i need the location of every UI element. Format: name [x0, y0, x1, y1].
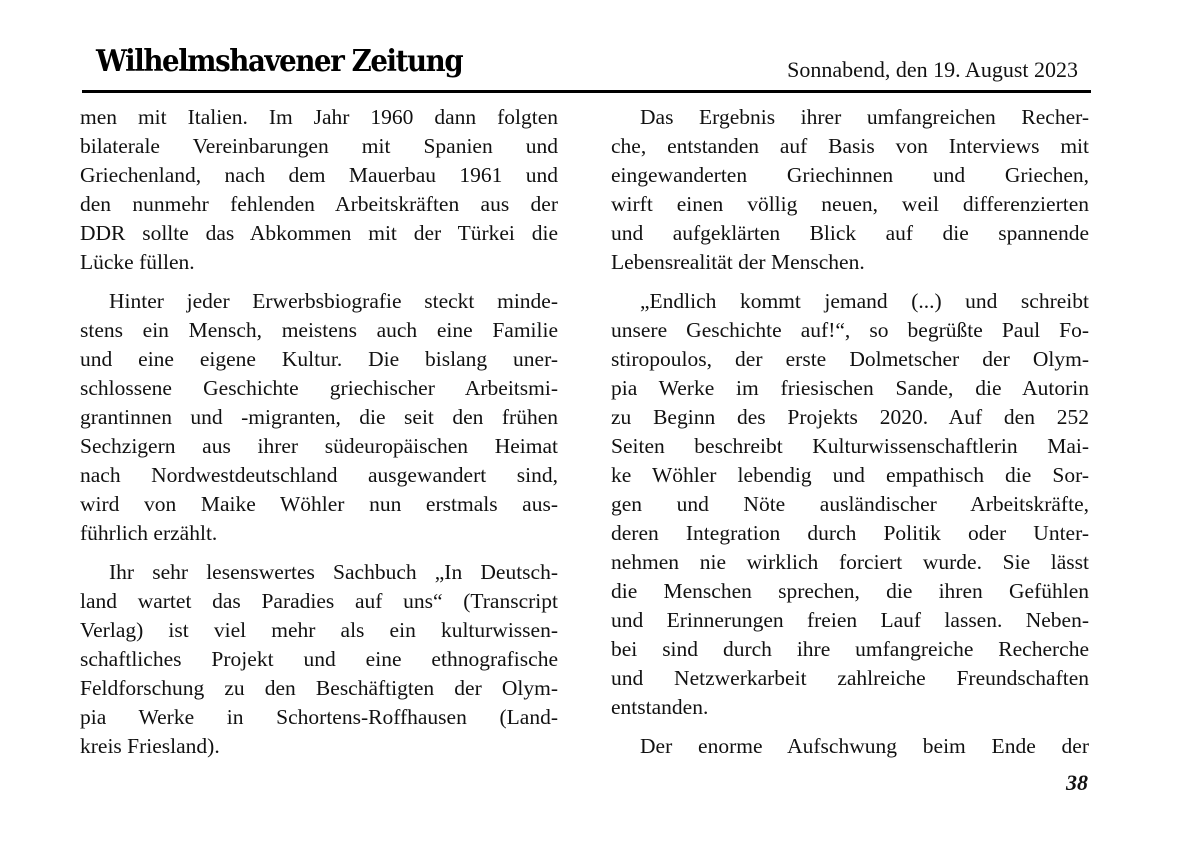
text-line: und Erinnerungen freien Lauf lassen. Neben-	[611, 608, 1089, 632]
page-number: 38	[1066, 770, 1088, 795]
text-line: unsere Geschichte auf!“, so begrüßte Paul Fo-	[611, 318, 1089, 342]
text-line: pia Werke im friesischen Sande, die Autorin	[611, 376, 1089, 400]
text-line: Lücke füllen.	[80, 250, 195, 274]
text-line: „Endlich kommt jemand (...) und schreibt	[640, 289, 1089, 313]
article-paragraph	[611, 103, 1089, 277]
text-line: stens ein Mensch, meistens auch eine Familie	[80, 318, 558, 342]
text-line: Hinter jeder Erwerbsbiografie steckt minde-	[109, 289, 558, 313]
issue-date: Sonnabend, den 19. August 2023	[787, 57, 1078, 82]
text-line: Feldforschung zu den Beschäftigten der Olym-	[80, 676, 558, 700]
text-line: nach Nordwestdeutschland ausgewandert sind,	[80, 463, 558, 487]
header-rule	[82, 90, 1091, 93]
text-line: schlossene Geschichte griechischer Arbeitsmi-	[80, 376, 558, 400]
text-line: gen und Nöte ausländischer Arbeitskräfte,	[611, 492, 1089, 516]
text-line: wird von Maike Wöhler nun erstmals aus-	[80, 492, 558, 516]
text-line: wirft einen völlig neuen, weil differenzierten	[611, 192, 1089, 216]
text-line: che, entstanden auf Basis von Interviews mit	[611, 134, 1089, 158]
text-line: eingewanderten Griechinnen und Griechen,	[611, 163, 1089, 187]
text-line: Lebensrealität der Menschen.	[611, 250, 865, 274]
text-line: Sechzigern aus ihrer südeuropäischen Heimat	[80, 434, 558, 458]
text-line: pia Werke in Schortens-Roffhausen (Land-	[80, 705, 558, 729]
article-paragraph	[80, 103, 558, 277]
text-line: zu Beginn des Projekts 2020. Auf den 252	[611, 405, 1089, 429]
text-line: land wartet das Paradies auf uns“ (Transcript	[80, 589, 558, 613]
text-line: stiropoulos, der erste Dolmetscher der Olym-	[611, 347, 1089, 371]
text-line: DDR sollte das Abkommen mit der Türkei die	[80, 221, 558, 245]
text-line: men mit Italien. Im Jahr 1960 dann folgten	[80, 105, 558, 129]
article-paragraph	[611, 732, 1089, 761]
article-paragraph	[611, 287, 1089, 722]
article-paragraph	[80, 558, 558, 761]
text-line: und eine eigene Kultur. Die bislang uner-	[80, 347, 558, 371]
text-line: kreis Friesland).	[80, 734, 220, 758]
text-line: grantinnen und -migranten, die seit den frühen	[80, 405, 558, 429]
text-line: schaftliches Projekt und eine ethnografische	[80, 647, 558, 671]
text-line: nehmen nie wirklich forciert wurde. Sie lässt	[611, 550, 1089, 574]
text-line: entstanden.	[611, 695, 709, 719]
text-line: deren Integration durch Politik oder Unter-	[611, 521, 1089, 545]
text-line: Seiten beschreibt Kulturwissenschaftlerin Mai-	[611, 434, 1089, 458]
text-line: Verlag) ist viel mehr als ein kulturwissen-	[80, 618, 558, 642]
article-column-right	[611, 103, 1089, 771]
text-line: bilaterale Vereinbarungen mit Spanien und	[80, 134, 558, 158]
article-column-left	[80, 103, 558, 771]
text-line: ke Wöhler lebendig und empathisch die Sor-	[611, 463, 1089, 487]
text-line: Griechenland, nach dem Mauerbau 1961 und	[80, 163, 558, 187]
text-line: die Menschen sprechen, die ihren Gefühlen	[611, 579, 1089, 603]
text-line: den nunmehr fehlenden Arbeitskräften aus der	[80, 192, 558, 216]
text-line: Der enorme Aufschwung beim Ende der	[640, 734, 1089, 758]
text-line: Das Ergebnis ihrer umfangreichen Recher-	[640, 105, 1089, 129]
text-line: Ihr sehr lesenswertes Sachbuch „In Deutsch-	[109, 560, 558, 584]
text-line: und Netzwerkarbeit zahlreiche Freundschaften	[611, 666, 1089, 690]
masthead-logo: Wilhelmshavener Zeitung	[96, 44, 463, 79]
text-line: bei sind durch ihre umfangreiche Recherche	[611, 637, 1089, 661]
text-line: und aufgeklärten Blick auf die spannende	[611, 221, 1089, 245]
text-line: führlich erzählt.	[80, 521, 218, 545]
article-paragraph	[80, 287, 558, 548]
